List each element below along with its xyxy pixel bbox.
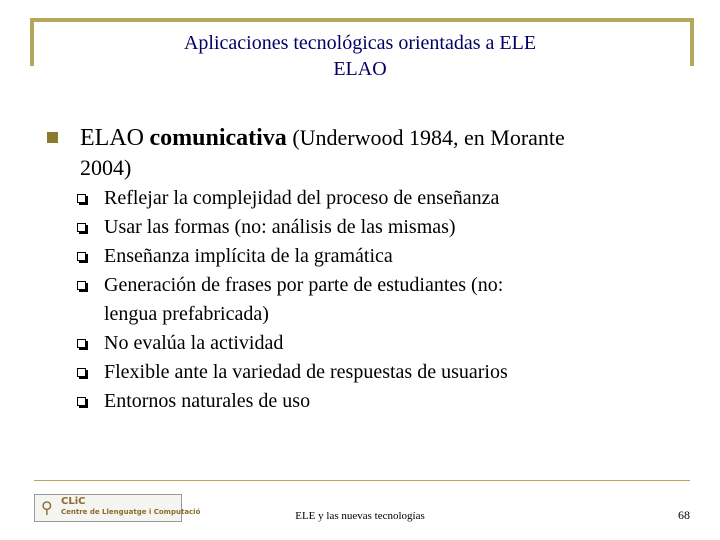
sub-item-list	[104, 184, 694, 416]
sub-item	[104, 271, 694, 329]
logo-subtitle: Centre de Llenguatge i Computació	[61, 508, 201, 516]
title-frame-top	[30, 18, 694, 22]
sub-item-text: Generación de frases por parte de estudiantes (no:	[104, 274, 504, 296]
sub-item-text: No evalúa la actividad	[104, 332, 284, 354]
title-frame-right	[690, 18, 694, 66]
sub-item	[104, 184, 694, 213]
main-point-citation-cont: 2004)	[80, 155, 132, 180]
sub-item	[104, 329, 694, 358]
sub-item-text: Usar las formas (no: análisis de las mismas)	[104, 216, 456, 238]
page-number: 68	[678, 508, 690, 522]
sub-item	[104, 213, 694, 242]
square-bullet-icon	[47, 132, 58, 143]
clic-mark-icon: ⚲	[41, 498, 53, 517]
checkbox-bullet-icon	[77, 368, 86, 377]
footer-divider	[34, 480, 690, 481]
checkbox-bullet-icon	[77, 281, 86, 290]
slide-title-line-1: Aplicaciones tecnológicas orientadas a ELE	[183, 32, 537, 54]
sub-item	[104, 358, 694, 387]
checkbox-bullet-icon	[77, 339, 86, 348]
sub-item-text: Enseñanza implícita de la gramática	[104, 245, 393, 267]
main-point-citation: (Underwood 1984, en Morante	[292, 125, 565, 150]
logo-title: CLiC	[61, 496, 86, 507]
slide-title-line-2: ELAO	[333, 58, 387, 80]
sub-item-text: Reflejar la complejidad del proceso de enseñanza	[104, 187, 500, 209]
main-point	[80, 123, 680, 182]
checkbox-bullet-icon	[77, 223, 86, 232]
main-point-term: ELAO	[80, 125, 144, 151]
sub-item-text: Entornos naturales de uso	[104, 390, 311, 412]
checkbox-bullet-icon	[77, 194, 86, 203]
clic-logo	[34, 494, 201, 522]
checkbox-bullet-icon	[77, 397, 86, 406]
checkbox-bullet-icon	[77, 252, 86, 261]
main-point-term-bold: comunicativa	[149, 125, 287, 151]
footer-text: ELE y las nuevas tecnologías	[295, 510, 425, 522]
title-frame-left	[30, 18, 34, 66]
sub-item-text: Flexible ante la variedad de respuestas de usuarios	[104, 361, 508, 383]
sub-item	[104, 242, 694, 271]
sub-item-text-cont: lengua prefabricada)	[104, 303, 269, 325]
sub-item	[104, 387, 694, 416]
